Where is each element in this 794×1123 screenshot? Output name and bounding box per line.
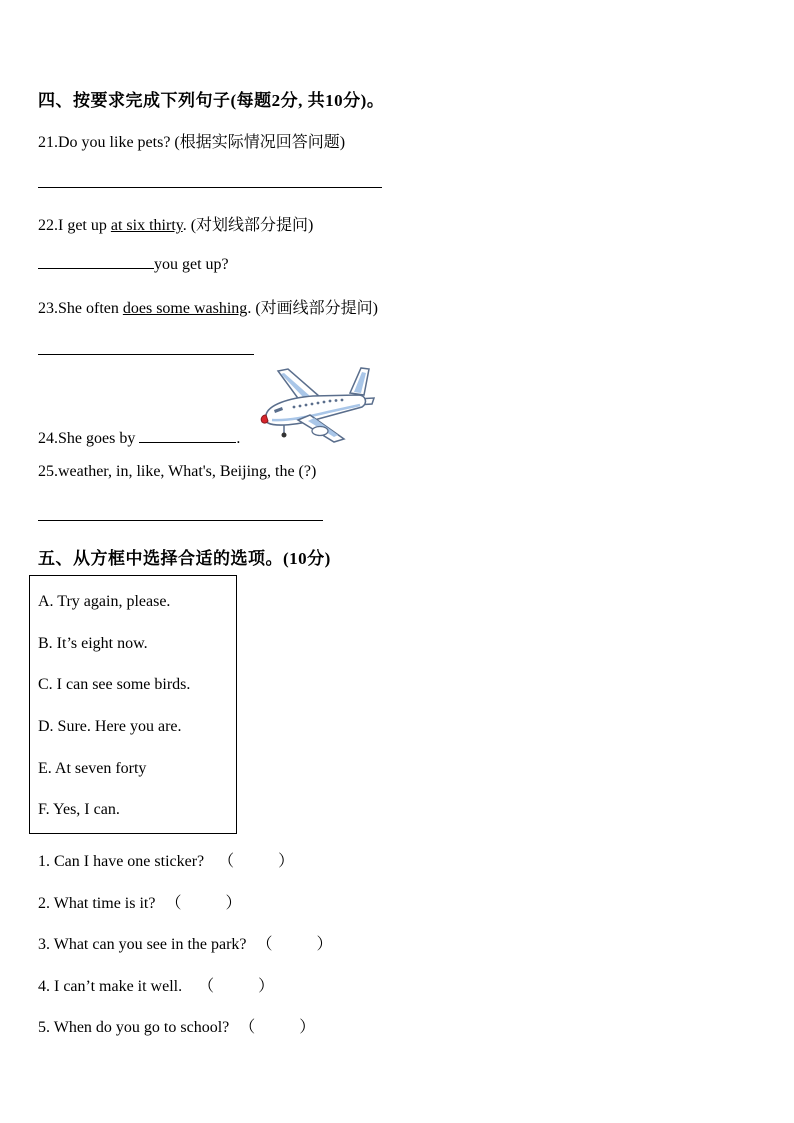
answer-paren[interactable]: （ ） (239, 1019, 316, 1036)
match-question-2 (38, 890, 242, 913)
answer-line-21[interactable] (38, 187, 382, 188)
match-question-3 (38, 931, 333, 954)
question-number: 25. (38, 463, 58, 480)
question-text: 2. What time is it? (38, 895, 156, 912)
question-text-before: She goes by (58, 430, 140, 447)
question-text-after: . (对划线部分提问) (182, 217, 314, 234)
underlined-phrase: does some washing (122, 300, 248, 317)
question-25 (38, 463, 316, 481)
question-text-after: . (对画线部分提问) (247, 300, 378, 317)
question-number: 24. (38, 430, 58, 447)
match-question-1 (38, 848, 294, 871)
answer-paren[interactable]: （ ） (218, 853, 295, 870)
answer-blank-22[interactable] (38, 254, 154, 269)
question-text-after: . (236, 430, 241, 447)
question-21 (38, 129, 345, 152)
match-question-5 (38, 1014, 315, 1037)
question-24 (38, 428, 240, 448)
question-23 (38, 295, 378, 318)
option-e: E. At seven forty (38, 760, 147, 777)
question-text: Do you like pets? (根据实际情况回答问题) (58, 134, 346, 151)
answer-paren[interactable]: （ ） (165, 895, 242, 912)
answer-suffix: you get up? (154, 256, 229, 273)
match-question-4 (38, 973, 274, 996)
question-text: 5. When do you go to school? (38, 1019, 230, 1036)
section-4-heading: 四、按要求完成下列句子(每题2分, 共10分)。 (38, 91, 385, 110)
question-text-before: She often (58, 300, 123, 317)
question-number: 21. (38, 134, 58, 151)
underlined-phrase: at six thirty (110, 217, 183, 234)
option-b: B. It’s eight now. (38, 635, 148, 652)
option-c: C. I can see some birds. (38, 676, 191, 693)
section-5-heading: 五、从方框中选择合适的选项。(10分) (38, 549, 331, 568)
question-text: 1. Can I have one sticker? (38, 853, 205, 870)
answer-22 (38, 254, 229, 274)
answer-blank-24[interactable] (139, 428, 236, 443)
option-f: F. Yes, I can. (38, 801, 120, 818)
option-a: A. Try again, please. (38, 593, 171, 610)
question-number: 22. (38, 217, 58, 234)
option-d: D. Sure. Here you are. (38, 718, 182, 735)
answer-paren[interactable]: （ ） (198, 978, 275, 995)
answer-paren[interactable]: （ ） (256, 936, 333, 953)
question-text: 3. What can you see in the park? (38, 936, 247, 953)
options-box (29, 575, 237, 834)
question-22 (38, 212, 313, 235)
question-text: 4. I can’t make it well. (38, 978, 183, 995)
answer-line-25[interactable] (38, 520, 323, 521)
question-number: 23. (38, 300, 58, 317)
airplane-icon (258, 365, 376, 447)
question-text: weather, in, like, What's, Beijing, the (?) (58, 463, 317, 480)
question-text-before: I get up (58, 217, 111, 234)
answer-line-23[interactable] (38, 354, 254, 355)
